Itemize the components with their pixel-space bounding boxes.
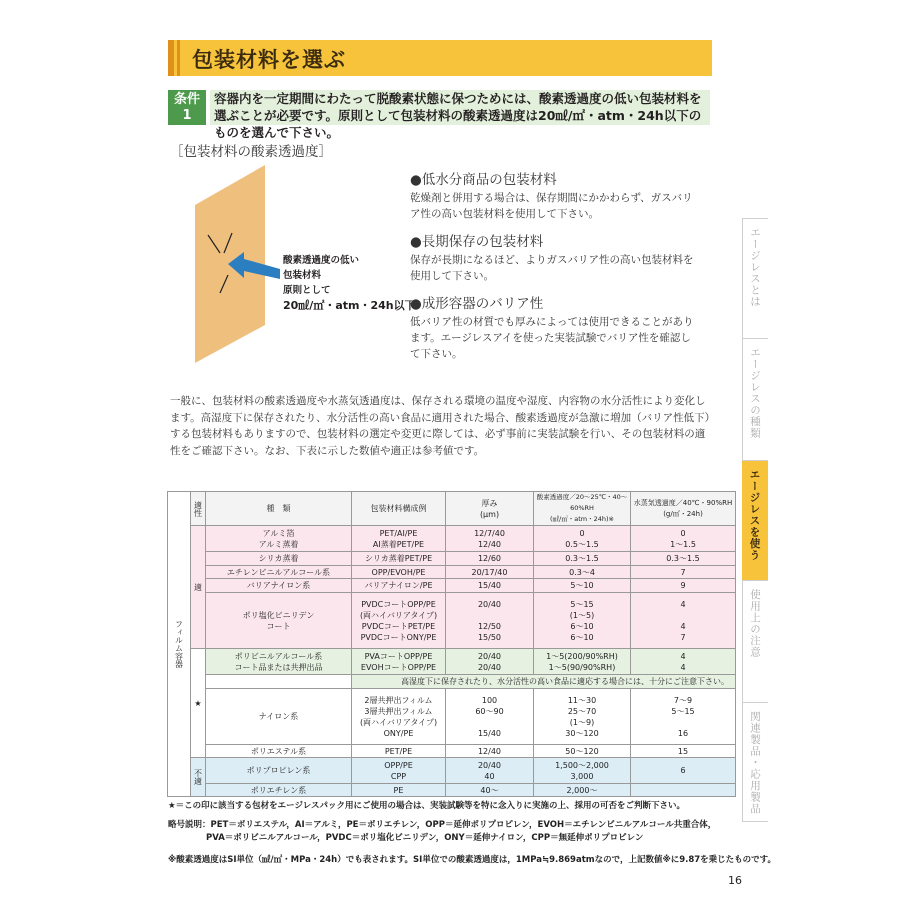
table-cell: ポリビニルアルコール系 コート品または共押出品	[206, 649, 352, 675]
body-paragraph: 一般に、包装材料の酸素透過度や水蒸気透過度は、保存される環境の温度や湿度、内容物の水分活性により変化します。高湿度下に保存されたり、水分活性の高い食品に適用された場合、酸素透過度が急激に増加（バリア性低下）する包装材料もありますので、包装材料の選定や変更に際しては、必ず事前に実装試験を行い、その包装材料の適性をご確認下さい。なお、下表に示した数値や適正は参考値です。	[170, 395, 710, 457]
table-cell: 20/17/40	[446, 566, 534, 579]
table-cell: 5～15 (1～5) 6～10 6～10	[534, 593, 631, 649]
table-cell: 15/40	[446, 579, 534, 593]
table-cell: 20/40 12/50 15/50	[446, 593, 534, 649]
table-cell: バリアナイロン系	[206, 579, 352, 593]
table-cell: ポリ塩化ビニリデン コート	[206, 593, 352, 649]
table-cell: 0 0.5～1.5	[534, 526, 631, 552]
condition-label-word: 条件	[173, 92, 200, 107]
header-example: 包装材料構成例	[352, 492, 446, 526]
table-cell: 9	[631, 579, 736, 593]
table-cell: PET/AI/PE AI蒸着PET/PE	[352, 526, 446, 552]
table-cell: 2層共押出フィルム 3層共押出フィルム (両ハイバリアタイプ) ONY/PE	[352, 689, 446, 745]
abbreviation-note: 略号説明：PET＝ポリエステル，AI＝アルミ，PE＝ポリエチレン，OPP＝延伸ポリプロピレン，EVOH＝エチレンビニルアルコール共重合体，	[168, 820, 717, 830]
abbreviation-note-2: PVA＝ポリビニルアルコール，PVDC＝ポリ塩化ビニリデン，ONY＝延伸ナイロン，CPP＝無延伸ポリプロピレン	[206, 833, 644, 843]
si-unit-note: ※酸素透過度はSI単位（㎖/㎡・MPa・24h）でも表されます。SI単位での酸素透過度は，1MPa≒9.869atmなので，上記数値※に9.87を乗じたものです。	[168, 855, 776, 865]
table-cell: 5～10	[534, 579, 631, 593]
table-note: 高湿度下に保存されたり、水分活性の高い食品に適応する場合には、十分にご注意下さい。	[352, 675, 736, 689]
table-cell: 0.3～4	[534, 566, 631, 579]
table-cell: 20/40 40	[446, 758, 534, 784]
table-cell: 4 4	[631, 649, 736, 675]
table-cell: 20/40 20/40	[446, 649, 534, 675]
table-cell: PET/PE	[352, 745, 446, 758]
side-tab-precautions[interactable]: 使用上の注意	[742, 580, 768, 702]
table-cell: 100 60～90 15/40	[446, 689, 534, 745]
table-cell: PVAコートOPP/PE EVOHコートOPP/PE	[352, 649, 446, 675]
section-heading: ●長期保存の包装材料	[410, 234, 544, 250]
page-number: 16	[728, 874, 742, 887]
table-cell: 6	[631, 758, 736, 784]
table-cell: ポリエチレン系	[206, 784, 352, 797]
caption-line: 酸素透過度の低い	[283, 255, 360, 266]
title-accent-bar	[168, 40, 174, 76]
title-accent-bar-thin	[177, 40, 180, 76]
packaging-material-table	[167, 491, 736, 797]
header-vapor: 水蒸気透過度／40℃・90%RH (g/㎡・24h)	[631, 492, 736, 526]
caption-line: 原則として	[283, 285, 331, 296]
page-title-bar	[168, 40, 712, 76]
page-title: 包装材料を選ぶ	[192, 48, 346, 72]
table-cell: 0.3～1.5	[631, 552, 736, 566]
table-cell: アルミ箔 アルミ蒸着	[206, 526, 352, 552]
header-suitability: 適性	[191, 492, 206, 526]
table-cell: ポリエステル系	[206, 745, 352, 758]
table-cell: ポリプロピレン系	[206, 758, 352, 784]
header-type: 種 類	[206, 492, 352, 526]
section-heading: ●低水分商品の包装材料	[410, 172, 557, 188]
caption-line: 包装材料	[283, 270, 322, 281]
table-cell: シリカ蒸着	[206, 552, 352, 566]
section-subtitle: ［包装材料の酸素透過度］	[170, 144, 332, 160]
caption-line: 20㎖/㎡・atm・24h以下	[283, 299, 416, 312]
illustration-caption	[283, 253, 416, 313]
section-body: 保存が長期になるほど、よりガスバリア性の高い包装材料を使用して下さい。	[410, 254, 694, 282]
table-cell: 0 1～1.5	[631, 526, 736, 552]
table-cell: シリカ蒸着PET/PE	[352, 552, 446, 566]
table-cell: ナイロン系	[206, 689, 352, 745]
table-cell: エチレンビニルアルコール系	[206, 566, 352, 579]
table-cell: 4 4 7	[631, 593, 736, 649]
table-cell: 11～30 25～70 (1～9) 30～120	[534, 689, 631, 745]
condition-text: 容器内を一定期間にわたって脱酸素状態に保つためには、酸素透過度の低い包装材料を選ぶことが必要です。原則として包装材料の酸素透過度は20㎖/㎡・atm・24h以下のものを選んで下さい。	[210, 90, 710, 125]
table-cell: PVDCコートOPP/PE (両ハイバリアタイプ) PVDCコートPET/PE PVDCコートONY/PE	[352, 593, 446, 649]
table-cell: 1～5(200/90%RH) 1～5(90/90%RH)	[534, 649, 631, 675]
table-cell: OPP/PE CPP	[352, 758, 446, 784]
table-cell: 1,500～2,000 3,000	[534, 758, 631, 784]
film-container-label: フィルム容器	[168, 492, 191, 797]
side-tab-related-products[interactable]: 関連製品・応用製品	[742, 702, 768, 822]
table-cell: 0.3～1.5	[534, 552, 631, 566]
table-cell: 12/60	[446, 552, 534, 566]
table-cell: バリアナイロン/PE	[352, 579, 446, 593]
table-cell: 50～120	[534, 745, 631, 758]
table-cell	[631, 784, 736, 797]
table-cell: PE	[352, 784, 446, 797]
condition-label-number: 1	[182, 108, 192, 123]
condition-label	[168, 90, 206, 125]
star-note: ★＝この印に該当する包材をエージレスパック用にご使用の場合は、実装試験等を特に念入りに実施の上、採用の可否をご判断下さい。	[168, 801, 685, 811]
header-oxygen: 酸素透過度／20～25℃・40～60%RH (㎖/㎡・atm・24h)※	[534, 492, 631, 526]
suitability-good: 適	[191, 526, 206, 649]
suitability-bad: 不適	[191, 758, 206, 797]
table-cell: 7	[631, 566, 736, 579]
section-body: 乾燥剤と併用する場合は、保存期間にかかわらず、ガスバリア性の高い包装材料を使用して下さい。	[410, 192, 693, 220]
table-cell: 2,000～	[534, 784, 631, 797]
section-heading: ●成形容器のバリア性	[410, 296, 544, 312]
table-cell: 7～9 5～15 16	[631, 689, 736, 745]
oxygen-arrow-icon	[228, 252, 280, 284]
table-cell: 12/7/40 12/40	[446, 526, 534, 552]
table-cell: OPP/EVOH/PE	[352, 566, 446, 579]
table-cell: 15	[631, 745, 736, 758]
table-cell: 12/40	[446, 745, 534, 758]
side-tab-ageless-about[interactable]: エージレスとは	[742, 218, 768, 338]
side-tab-ageless-types[interactable]: エージレスの種類	[742, 338, 768, 460]
table-cell: 40～	[446, 784, 534, 797]
suitability-star: ★	[191, 649, 206, 758]
side-tab-ageless-use[interactable]: エージレスを使う	[742, 460, 768, 580]
section-body: 低バリア性の材質でも厚みによっては使用できることがあります。エージレスアイを使った実装試験でバリア性を確認して下さい。	[410, 316, 694, 360]
header-thickness: 厚み (μm)	[446, 492, 534, 526]
